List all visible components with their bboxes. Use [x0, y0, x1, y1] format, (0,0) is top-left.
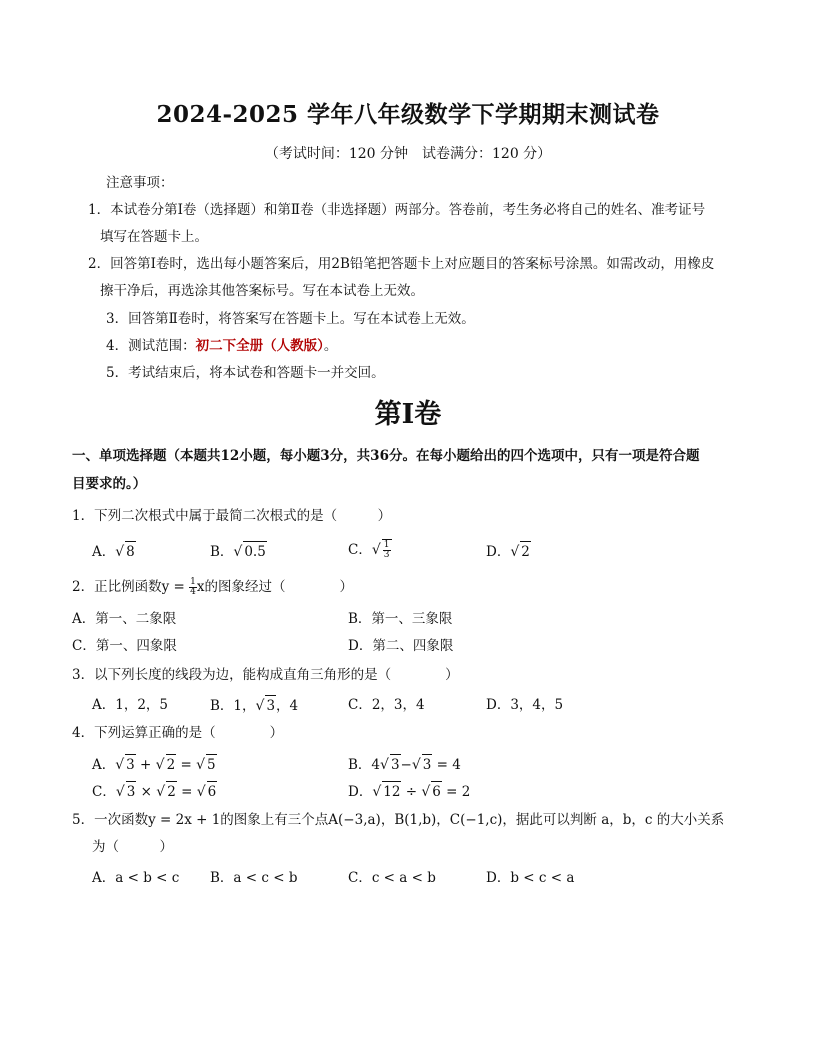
q3-option-a: A．1，2，5 — [92, 697, 169, 713]
q4-c-op: × — [136, 784, 157, 800]
sqrt-icon: √ — [255, 698, 265, 714]
q4-d-op: ÷ — [401, 784, 422, 800]
notice-item-4-suffix: 。 — [323, 338, 338, 354]
q2-stem-b: x的图象经过（ ） — [196, 579, 353, 595]
q4-c-r2: 2 — [166, 781, 177, 802]
sqrt-icon: √ — [156, 784, 166, 800]
q1-option-d-radicand: 2 — [520, 541, 531, 562]
q4-stem: 4．下列运算正确的是（ ） — [72, 725, 284, 741]
q3-stem: 3．以下列长度的线段为边，能构成直角三角形的是（ ） — [72, 667, 459, 683]
sqrt-icon: √ — [372, 784, 382, 800]
q4-option-b — [348, 754, 461, 775]
q1-c-denominator: 3 — [383, 550, 390, 560]
q4-option-a — [92, 754, 217, 775]
exam-subtitle: （考试时间：120 分钟 试卷满分：120 分） — [264, 146, 552, 162]
q4-c-label: C． — [92, 784, 116, 800]
q2-fraction — [189, 578, 197, 597]
q2-stem-a: 2．正比例函数y = — [72, 579, 190, 595]
q1-option-a-radicand: 8 — [125, 541, 136, 562]
q1-option-a — [92, 541, 136, 562]
sqrt-icon: √ — [510, 544, 520, 560]
q1-option-d — [486, 541, 531, 562]
q4-b-label: B．4 — [348, 757, 381, 773]
q3-option-b — [210, 695, 298, 716]
q2-option-c: C．第一、四象限 — [72, 638, 177, 654]
q4-b-op: − — [400, 757, 412, 773]
notice-item-4 — [106, 336, 337, 356]
q2-stem — [72, 577, 353, 597]
q2-option-a: A．第一、二象限 — [72, 611, 177, 627]
q1-option-b — [210, 541, 267, 562]
q1-option-b-radicand: 0.5 — [243, 541, 266, 562]
sqrt-icon: √ — [196, 757, 206, 773]
q4-a-label: A． — [92, 757, 116, 773]
notice-item-2: 2．回答第Ⅰ卷时，选出每小题答案后，用2B铅笔把答题卡上对应题目的答案标号涂黑。如需改动，用橡皮 — [88, 256, 715, 272]
sqrt-icon: √ — [380, 757, 389, 773]
sqrt-icon: √ — [155, 757, 165, 773]
test-scope: 初二下全册（人教版） — [195, 338, 324, 354]
q4-option-d — [348, 781, 470, 802]
q5-stem: 5．一次函数y = 2x + 1的图象上有三个点A(−3,a)，B(1,b)，C(−1,c)，据此可以判断 a，b，c 的大小关系 — [72, 812, 725, 828]
q4-a-op: + — [135, 757, 156, 773]
q2-option-d: D．第二、四象限 — [348, 638, 454, 654]
q4-b-r1: 3 — [390, 754, 401, 775]
q1-stem: 1．下列二次根式中属于最简二次根式的是（ ） — [72, 508, 392, 524]
q4-c-r3: 6 — [207, 781, 218, 802]
q4-option-c — [92, 781, 217, 802]
notice-item-1-cont: 填写在答题卡上。 — [100, 229, 208, 245]
q1-c-numerator: 1 — [383, 540, 390, 550]
q1-option-b-label: B． — [210, 544, 234, 560]
q5-option-c: C．c < a < b — [348, 870, 436, 886]
q4-d-label: D． — [348, 784, 373, 800]
q4-a-eq: = — [176, 757, 197, 773]
q2-numerator: 1 — [190, 577, 196, 587]
q1-option-c — [348, 539, 392, 560]
q4-c-eq: = — [176, 784, 197, 800]
exam-title: 2024-2025 学年八年级数学下学期期末测试卷 — [156, 101, 660, 128]
q5-stem-cont: 为（ ） — [92, 839, 173, 855]
volume-title: 第Ⅰ卷 — [374, 399, 442, 430]
notice-item-2-cont: 擦干净后，再选涂其他答案标号。写在本试卷上无效。 — [100, 283, 424, 299]
q4-d-r2: 6 — [431, 781, 442, 802]
q4-b-eq: = 4 — [432, 757, 461, 773]
q1-option-c-label: C． — [348, 542, 372, 558]
q5-option-d: D．b < c < a — [486, 870, 575, 886]
notice-heading: 注意事项： — [106, 175, 174, 191]
sqrt-icon: √ — [371, 542, 381, 558]
sqrt-icon: √ — [115, 784, 125, 800]
q2-denominator: 4 — [190, 587, 196, 597]
sqrt-icon: √ — [411, 757, 421, 773]
notice-item-5: 5．考试结束后，将本试卷和答题卡一并交回。 — [106, 365, 385, 381]
q4-a-r3: 5 — [206, 754, 217, 775]
sqrt-icon: √ — [421, 784, 431, 800]
q3-option-b-pre: B．1， — [210, 698, 256, 714]
sqrt-icon: √ — [115, 757, 125, 773]
q4-a-r2: 2 — [166, 754, 177, 775]
q4-d-r1: 12 — [382, 781, 401, 802]
q2-option-b: B．第一、三象限 — [348, 611, 453, 627]
q3-option-b-radicand: 3 — [265, 695, 276, 716]
q3-option-b-post: ，4 — [276, 698, 299, 714]
section-heading: 一、单项选择题（本题共12小题，每小题3分，共36分。在每小题给出的四个选项中，只有一项是符合题 — [72, 448, 700, 464]
notice-item-1: 1．本试卷分第Ⅰ卷（选择题）和第Ⅱ卷（非选择题）两部分。答卷前，考生务必将自己的姓名、准考证号 — [88, 202, 706, 218]
sqrt-icon: √ — [233, 544, 243, 560]
q4-d-eq: = 2 — [441, 784, 471, 800]
notice-item-3: 3．回答第Ⅱ卷时，将答案写在答题卡上。写在本试卷上无效。 — [106, 311, 475, 327]
q4-c-r1: 3 — [126, 781, 137, 802]
q4-a-r1: 3 — [125, 754, 136, 775]
q4-b-r2: 3 — [422, 754, 433, 775]
section-heading-cont: 目要求的。） — [72, 476, 147, 492]
q1-option-a-label: A． — [92, 544, 116, 560]
sqrt-icon: √ — [196, 784, 206, 800]
q5-option-b: B．a < c < b — [210, 870, 298, 886]
notice-item-4-prefix: 4．测试范围： — [106, 338, 196, 354]
q1-option-c-radicand — [382, 539, 392, 560]
sqrt-icon: √ — [115, 544, 125, 560]
q5-option-a: A．a < b < c — [92, 870, 180, 886]
q3-option-d: D．3，4，5 — [486, 697, 564, 713]
q1-option-d-label: D． — [486, 544, 511, 560]
q3-option-c: C．2，3，4 — [348, 697, 425, 713]
